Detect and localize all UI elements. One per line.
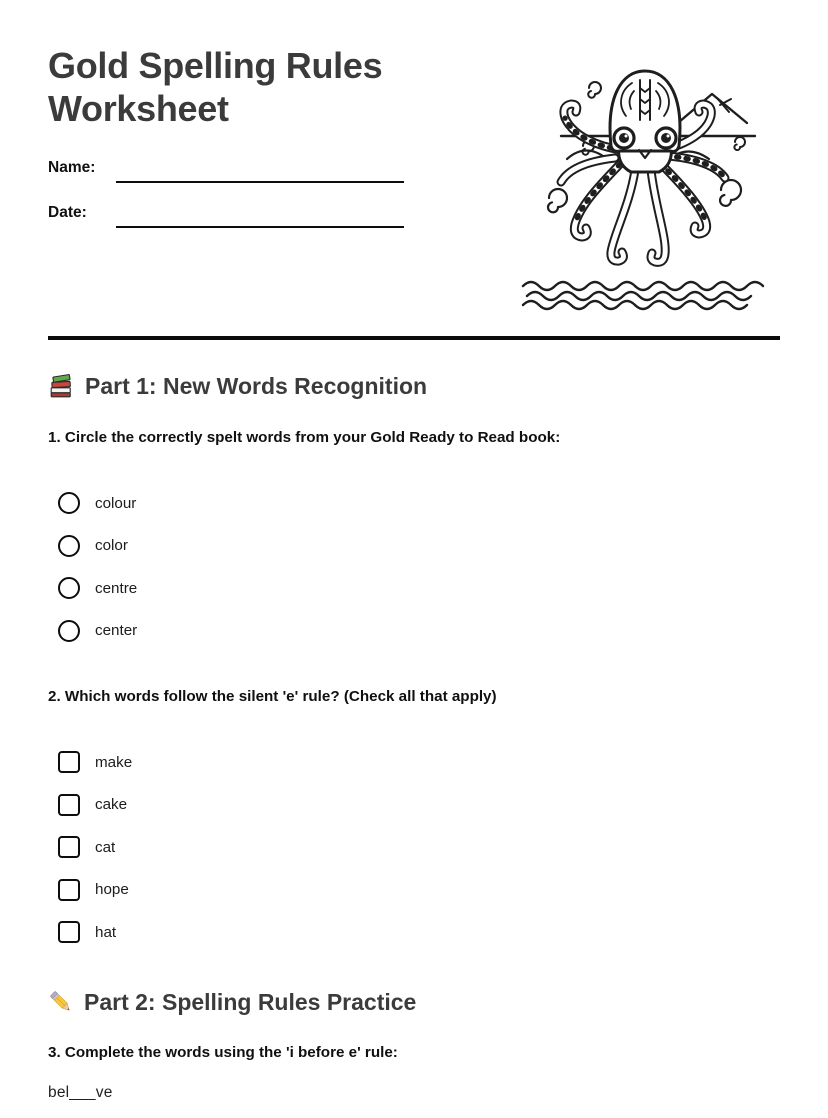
checkbox-option-cake[interactable] (58, 794, 132, 816)
checkbox[interactable] (58, 794, 80, 816)
radio-label: color (95, 537, 128, 554)
octopus-illustration (503, 58, 787, 312)
radio-option-color[interactable] (58, 535, 137, 557)
page-title: Gold Spelling Rules Worksheet (48, 45, 383, 130)
checkbox-label: hope (95, 881, 129, 898)
curl-icon (720, 180, 741, 206)
radio-label: centre (95, 579, 138, 597)
radio-option-center[interactable] (58, 620, 137, 642)
checkbox[interactable] (58, 751, 80, 773)
part1-heading-label: Part 1: New Words Recognition (85, 373, 428, 399)
checkbox-option-hat[interactable] (58, 921, 132, 943)
radio-label: center (95, 622, 138, 639)
books-icon (48, 374, 75, 399)
curl-icon (548, 189, 567, 212)
checkbox-label: cat (95, 838, 116, 856)
pencil-icon (48, 989, 74, 1015)
checkbox-label: hat (95, 923, 117, 941)
swirl-icon (588, 82, 601, 98)
question-1-options (58, 492, 137, 642)
name-input-line[interactable] (116, 181, 404, 183)
checkbox-label: make (95, 753, 133, 771)
checkbox[interactable] (58, 921, 80, 943)
question-1: 1. Circle the correctly spelt words from your Gold Ready to Read book: (48, 429, 561, 446)
part1-heading (48, 372, 427, 400)
radio-option-colour[interactable] (58, 492, 137, 514)
swirl-icon (734, 137, 745, 150)
date-input-line[interactable] (116, 226, 404, 228)
radio-button[interactable] (58, 535, 80, 557)
fill-in-blank-word[interactable]: bel___ve (48, 1084, 113, 1101)
question-2-options (58, 751, 132, 943)
checkbox[interactable] (58, 879, 80, 901)
checkbox-option-hope[interactable] (58, 879, 132, 901)
checkbox-option-make[interactable] (58, 751, 132, 773)
radio-button[interactable] (58, 620, 80, 642)
question-3: 3. Complete the words using the 'i before e' rule: (48, 1044, 398, 1061)
radio-label: colour (95, 494, 137, 512)
checkbox-option-cat[interactable] (58, 836, 132, 858)
name-label: Name: (48, 159, 96, 176)
checkbox-label: cake (95, 796, 128, 813)
waves-icon (523, 282, 763, 309)
section-divider (48, 336, 780, 340)
date-label: Date: (48, 204, 87, 221)
checkbox[interactable] (58, 836, 80, 858)
part2-heading (48, 988, 416, 1016)
question-2: 2. Which words follow the silent 'e' rule? (Check all that apply) (48, 688, 497, 705)
radio-button[interactable] (58, 577, 80, 599)
radio-button[interactable] (58, 492, 80, 514)
part2-heading-label: Part 2: Spelling Rules Practice (84, 989, 417, 1015)
radio-option-centre[interactable] (58, 577, 137, 599)
